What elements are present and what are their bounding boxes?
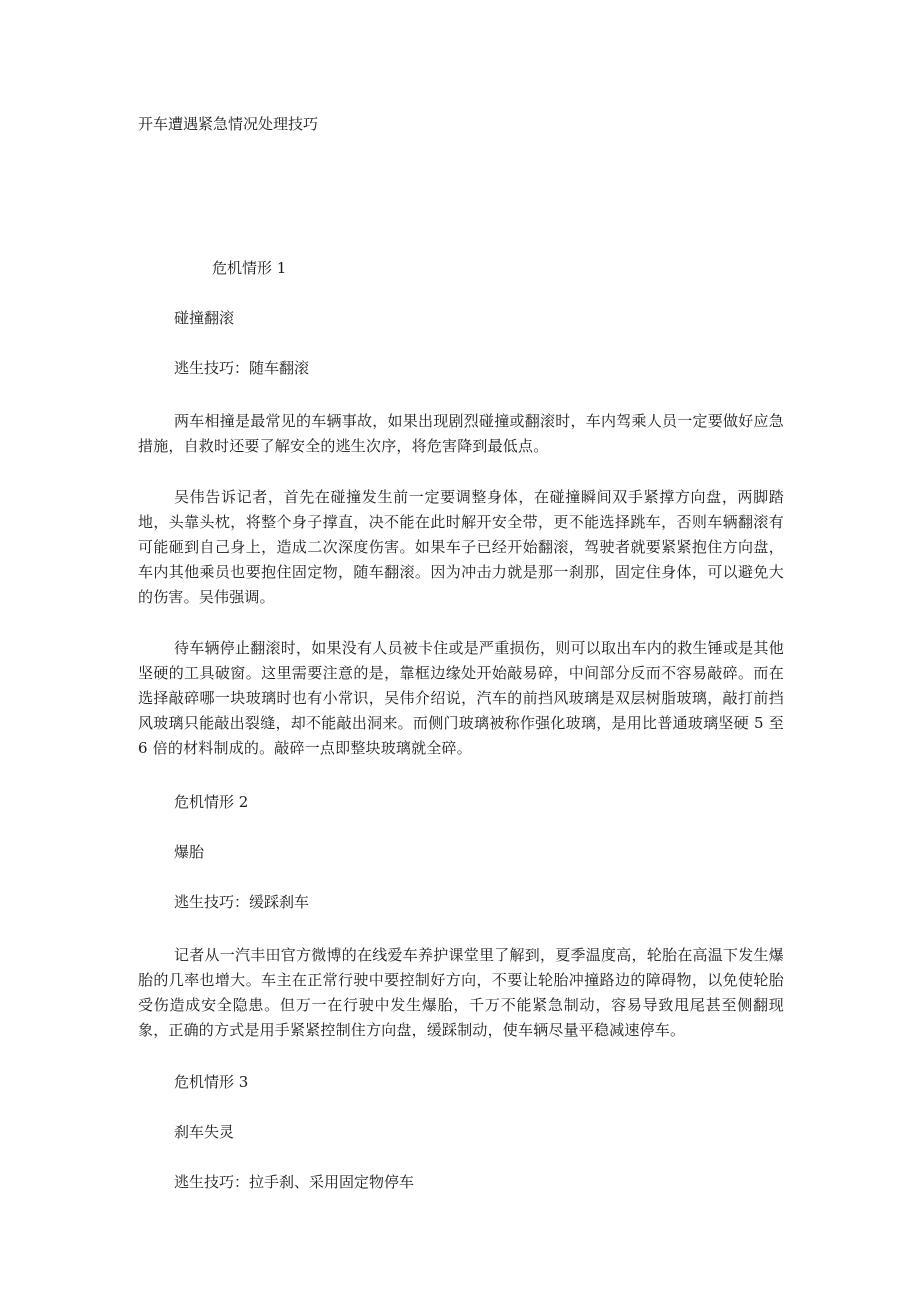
- section-subtitle: 刹车失灵: [174, 1123, 235, 1141]
- body-paragraph: 吴伟告诉记者，首先在碰撞发生前一定要调整身体，在碰撞瞬间双手紧撑方向盘，两脚踏地，头靠头枕，将整个身子撑直，决不能在此时解开安全带，更不能选择跳车，否则车辆翻滚有可能砸到自己身上，造成二次深度伤害。如果车子已经开始翻滚，驾驶者就要紧紧抱住方向盘，车内其他乘员也要抱住固定物，随车翻滚。因为冲击力就是那一刹那，固定住身体，可以避免大的伤害。吴伟强调。: [138, 488, 784, 606]
- section-subtitle: 爆胎: [174, 843, 205, 861]
- section-heading: 危机情形 3: [174, 1073, 249, 1091]
- body-paragraph: 记者从一汽丰田官方微博的在线爱车养护课堂里了解到，夏季温度高，轮胎在高温下发生爆胎的几率也增大。车主在正常行驶中要控制好方向，不要让轮胎冲撞路边的障碍物，以免使轮胎受伤造成安全隐患。但万一在行驶中发生爆胎，千万不能紧急制动，容易导致甩尾甚至侧翻现象，正确的方式是用手紧紧控制住方向盘，缓踩制动，使车辆尽量平稳减速停车。: [138, 946, 784, 1039]
- section-subtitle: 碰撞翻滚: [174, 309, 235, 327]
- document-body: [138, 257, 784, 1193]
- section-heading: 危机情形 2: [174, 793, 249, 811]
- escape-tip: 逃生技巧：缓踩刹车: [174, 893, 310, 911]
- body-paragraph: 两车相撞是最常见的车辆事故，如果出现剧烈碰撞或翻滚时，车内驾乘人员一定要做好应急措施，自救时还要了解安全的逃生次序，将危害降到最低点。: [138, 412, 784, 455]
- document-title: 开车遭遇紧急情况处理技巧: [138, 115, 319, 133]
- section-heading: 危机情形 1: [212, 259, 287, 277]
- escape-tip: 逃生技巧：拉手刹、采用固定物停车: [174, 1173, 415, 1191]
- escape-tip: 逃生技巧：随车翻滚: [174, 359, 310, 377]
- body-paragraph: 待车辆停止翻滚时，如果没有人员被卡住或是严重损伤，则可以取出车内的救生锤或是其他坚硬的工具破窗。这里需要注意的是，靠框边缘处开始敲易碎，中间部分反而不容易敲碎。而在选择敲碎哪一块玻璃时也有小常识，吴伟介绍说，汽车的前挡风玻璃是双层树脂玻璃，敲打前挡风玻璃只能敲出裂缝，却不能敲出洞来。而侧门玻璃被称作强化玻璃，是用比普通玻璃坚硬 5 至 6 倍的材料制成的。敲碎一点即整块玻璃就全碎。: [138, 639, 784, 757]
